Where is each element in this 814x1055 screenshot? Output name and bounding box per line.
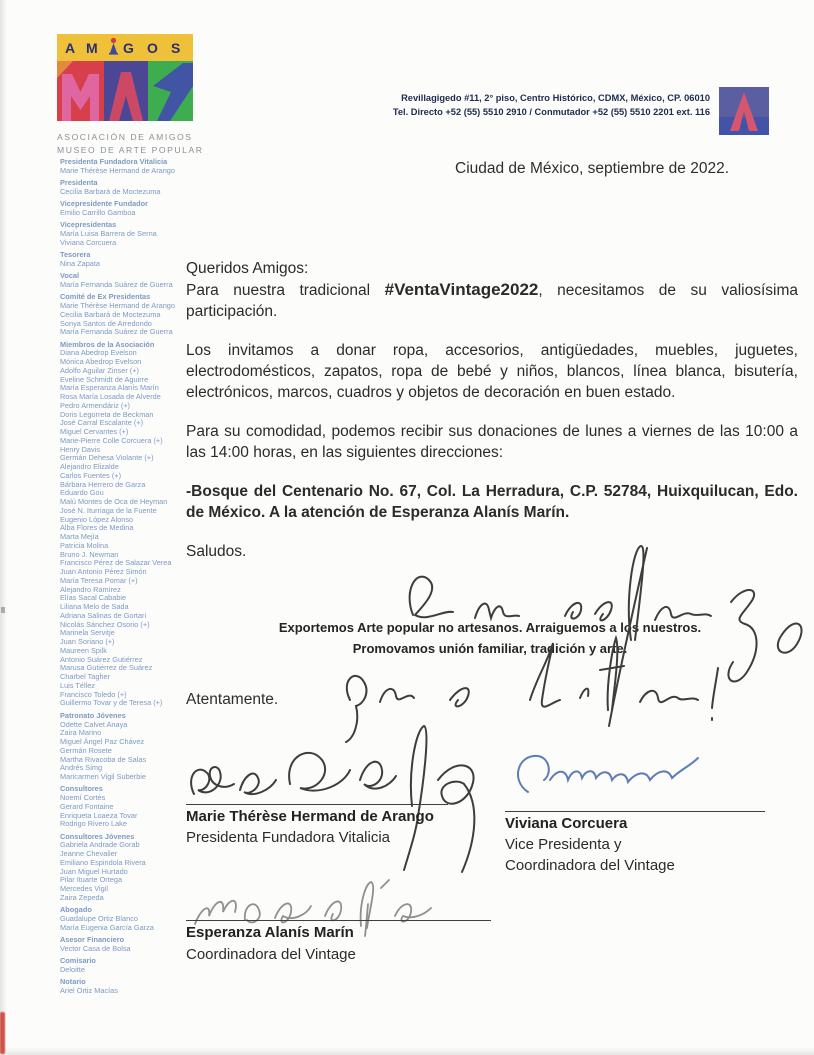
signature-title-right-1: Vice Presidenta y (505, 836, 622, 853)
sidebar-name: Enriqueta Loaeza Tovar (60, 810, 138, 820)
sidebar-name: Juan Soriano (+) (60, 637, 115, 647)
sidebar-name: Germán Rosete (60, 745, 112, 755)
sidebar-section (60, 272, 192, 290)
sidebar-name: Marie-Pierre Colle Corcuera (+) (60, 435, 163, 445)
sidebar-name: María Luisa Barrera de Serna (60, 229, 157, 239)
svg-text:O: O (147, 40, 158, 56)
logo-org-line1: ASOCIACIÓN DE AMIGOS (57, 132, 193, 142)
sidebar-section (60, 251, 192, 269)
sidebar-name: Gabriela Andrade Gorab (60, 840, 140, 850)
svg-text:A: A (65, 40, 76, 56)
sidebar-name: María Teresa Pomar (+) (60, 575, 138, 585)
letter-body (186, 258, 798, 562)
sidebar-name: Maricarmen Vigil Suberbie (60, 772, 146, 781)
sidebar-name: Marinela Servitje (60, 628, 115, 638)
signature-title-left: Presidenta Fundadora Vitalicia (186, 829, 391, 846)
motto-line1: Exportemos Arte popular no artesanos. Arraiguemos a los nuestros. (278, 620, 702, 635)
intro-text-before: Para nuestra tradicional (186, 282, 385, 299)
sidebar-name: Cecilia Barbará de Moctezuma (60, 186, 161, 196)
signature-viviana-corcuera (500, 740, 730, 810)
sidebar (60, 158, 192, 999)
sidebar-section-title: Notario (60, 977, 86, 987)
sidebar-name: Miguel Cervantes (+) (60, 427, 129, 437)
sidebar-name: Miguel Ángel Paz Chávez (60, 737, 145, 746)
venta-vintage-hashtag: #VentaVintage2022 (384, 280, 539, 299)
sidebar-section-title: Comité de Ex Presidentas (60, 292, 151, 302)
sidebar-section (60, 906, 192, 932)
sidebar-name: Adolfo Aguilar Zinser (+) (60, 365, 139, 375)
sidebar-name: Marie Thérèse Hermand de Arango (60, 301, 175, 311)
sidebar-section-title: Consultores Jóvenes (60, 831, 135, 841)
header-address (393, 92, 710, 119)
sidebar-name: Bárbara Herrero de Garza (60, 479, 146, 489)
sidebar-name: Germán Dehesa Violante (+) (60, 453, 154, 463)
svg-text:M: M (86, 40, 98, 56)
closing: Atentamente. (186, 691, 279, 708)
sidebar-name: Rodrigo Rivero Lake (60, 819, 127, 829)
sidebar-section-title: Presidenta (60, 178, 98, 188)
sidebar-section-title: Vicepresidentas (60, 220, 117, 230)
sidebar-name: Diana Abedrop Evelson (60, 348, 137, 358)
sidebar-section (60, 978, 192, 996)
sidebar-name: Alejandro Elizalde (60, 462, 119, 472)
signature-title-right-2: Coordinadora del Vintage (505, 857, 675, 874)
sidebar-name: Eduardo Gou (60, 488, 104, 498)
sidebar-name: Nicolás Sánchez Osorio (+) (60, 619, 150, 629)
sidebar-name: Juan Miguel Hurtado (60, 866, 128, 876)
signature-name-bottom: Esperanza Alanís Marín (186, 924, 354, 941)
letter-date: Ciudad de México, septiembre de 2022. (455, 160, 729, 177)
sidebar-name: Alba Flores de Medina (60, 523, 134, 533)
sidebar-name: Henry Davis (60, 444, 100, 454)
signature-line-right (505, 811, 765, 812)
sidebar-section (60, 179, 192, 197)
sidebar-name: Adriana Salinas de Gortari (60, 610, 147, 620)
sidebar-section-title: Patronato Jóvenes (60, 710, 126, 720)
sidebar-name: Pedro Armendáriz (+) (60, 400, 130, 410)
map-chevron-icon (719, 87, 769, 135)
signature-name-right: Viviana Corcuera (505, 815, 628, 832)
signature-title-bottom: Coordinadora del Vintage (186, 946, 356, 963)
svg-text:G: G (123, 40, 134, 56)
signature-marie-therese (180, 720, 490, 880)
signature-line-bottom (186, 920, 491, 921)
scan-artifact-red-streak (0, 1012, 5, 1054)
sidebar-name: Patricia Molina (60, 540, 109, 550)
sidebar-name: Maureen Spilk (60, 645, 107, 655)
sidebar-name: María Esperanza Alanís Marín (60, 383, 159, 393)
logo-org-line2: MUSEO DE ARTE POPULAR (57, 144, 204, 155)
sidebar-name: Bruno J. Newman (60, 549, 119, 559)
sidebar-section-title: Vicepresidente Fundador (60, 199, 149, 209)
sidebar-name: Liliana Melo de Sada (60, 602, 129, 612)
sidebar-name: Pilar Ituarte Ortega (60, 875, 123, 885)
sidebar-section (60, 158, 192, 176)
sidebar-name: Alejandro Ramírez (60, 584, 121, 594)
sidebar-name: María Eugenia García Garza (60, 922, 154, 932)
sidebar-name: Gerard Fontaine (60, 801, 114, 811)
sidebar-name: María Fernanda Suárez de Guerra (60, 279, 173, 289)
sidebar-name: Viviana Corcuera (60, 237, 117, 247)
sidebar-name: Noemí Cortés (60, 793, 106, 803)
sidebar-name: Emiliano Espindola Rivera (60, 857, 146, 867)
salutation: Queridos Amigos: (186, 260, 309, 277)
sidebar-name: Mercedes Vigil (60, 884, 109, 894)
sidebar-name: Nina Zapata (60, 258, 101, 268)
sidebar-section (60, 957, 192, 975)
sidebar-section (60, 341, 192, 709)
sidebar-name: Vector Casa de Bolsa (60, 943, 131, 953)
sidebar-name: Deloitte (60, 964, 85, 974)
sidebar-name: Ariel Ortiz Macías (60, 986, 118, 996)
sidebar-name: Eveline Schmidt de Aguirre (60, 374, 149, 384)
sidebar-name: José Carral Escalante (+) (60, 418, 144, 428)
sidebar-section-title: Tesorera (60, 250, 91, 260)
sidebar-name: Francisco Toledo (+) (60, 689, 127, 699)
sidebar-section (60, 833, 192, 903)
amigos-map-logo-icon (57, 34, 193, 121)
sidebar-name: Odette Calvet Anaya (60, 719, 128, 729)
header-address-line2: Tel. Directo +52 (55) 5510 2910 / Conmutador +52 (55) 5510 2201 ext. 116 (392, 106, 710, 117)
saludos: Saludos. (186, 543, 247, 560)
sidebar-name: Mónica Abedrop Evelson (60, 357, 142, 367)
sidebar-name: Juan Antonio Pérez Simón (60, 567, 147, 577)
sidebar-name: Malú Montes de Oca de Heyman (60, 497, 168, 507)
sidebar-section-title: Consultores (60, 784, 103, 794)
scan-edge-shadow-left (0, 0, 7, 1055)
intro-text-after: , necesitamos de su valiosísima participación. (186, 282, 798, 320)
sidebar-name: José N. Iturriaga de la Fuente (60, 505, 157, 515)
paragraph-schedule: Para su comodidad, podemos recibir sus donaciones de lunes a viernes de las 10:00 a las 14:00 horas, en las siguientes direcciones: (186, 423, 798, 461)
sidebar-section (60, 785, 192, 829)
sidebar-section (60, 293, 192, 337)
sidebar-name: Guillermo Tovar y de Teresa (+) (60, 698, 163, 708)
sidebar-section-title: Presidenta Fundadora Vitalicia (60, 157, 168, 166)
sidebar-section-title: Comisario (60, 956, 96, 966)
sidebar-name: Elías Sacal Cababie (60, 593, 127, 603)
sidebar-section (60, 221, 192, 247)
sidebar-name: Marusa Gutiérrez de Suárez (60, 663, 153, 673)
sidebar-section (60, 936, 192, 954)
paragraph-donations: Los invitamos a donar ropa, accesorios, antigüedades, muebles, juguetes, electrodomésticos, zapatos, ropa de bebé y niños, blancos, línea blanca, bisutería, electrónicos, marcos, cuadros y objetos de decoración en buen estado. (186, 342, 798, 401)
sidebar-section-title: Asesor Financiero (60, 935, 125, 945)
sidebar-name: Guadalupe Ortiz Blanco (60, 914, 138, 924)
sidebar-name: Sonya Santos de Arredondo (60, 318, 152, 328)
sidebar-name: Antonio Suárez Gutiérrez (60, 654, 143, 664)
svg-text:S: S (171, 40, 181, 56)
scan-edge-shadow-bottom (0, 1047, 814, 1055)
signature-line-left (186, 804, 448, 805)
motto-line2: Promovamos unión familiar, tradición y arte. (352, 641, 628, 656)
sidebar-section-title: Abogado (60, 905, 92, 915)
sidebar-name: Martha Rivacoba de Salas (60, 754, 147, 764)
sidebar-name: Doris Legorreta de Beckman (60, 409, 154, 419)
sidebar-name: Jeanne Chevalier (60, 849, 118, 859)
sidebar-name: Marie Thérèse Hermand de Arango (60, 165, 175, 175)
sidebar-section-title: Vocal (60, 271, 80, 281)
sidebar-name: Zaira Marino (60, 728, 102, 738)
sidebar-name: Andrés Simg (60, 763, 103, 773)
sidebar-name: Luis Téllez (60, 680, 95, 690)
signature-name-left: Marie Thérèse Hermand de Arango (186, 808, 434, 825)
paragraph-dropoff-address: -Bosque del Centenario No. 67, Col. La Herradura, C.P. 52784, Huixquilucan, Edo. de México. A la atención de Esperanza Alanís Marín. (186, 483, 798, 521)
sidebar-name: Zaira Zepeda (60, 892, 104, 902)
sidebar-section-title: Miembros de la Asociación (60, 339, 155, 349)
sidebar-name: Emilio Carrillo Gamboa (60, 207, 136, 217)
sidebar-section (60, 712, 192, 782)
sidebar-name: Charbel Tagher (60, 672, 111, 682)
amigos-map-logo (57, 34, 204, 156)
sidebar-name: Carlos Fuentes (+) (60, 470, 122, 480)
sidebar-name: Francisco Pérez de Salazar Verea (60, 558, 172, 568)
sidebar-name: Rosa María Losada de Alverde (60, 392, 161, 402)
sidebar-section (60, 200, 192, 218)
scan-artifact-gray-mark (1, 607, 5, 613)
sidebar-name: Cecilia Barbará de Moctezuma (60, 309, 161, 319)
sidebar-name: Eugenio López Alonso (60, 514, 134, 524)
sidebar-name: Marta Mejía (60, 532, 99, 542)
motto (200, 617, 780, 659)
sidebar-name: María Fernanda Suárez de Guerra (60, 327, 173, 337)
header-address-line1: Revillagigedo #11, 2° piso, Centro Histórico, CDMX, México, CP. 06010 (401, 93, 710, 103)
